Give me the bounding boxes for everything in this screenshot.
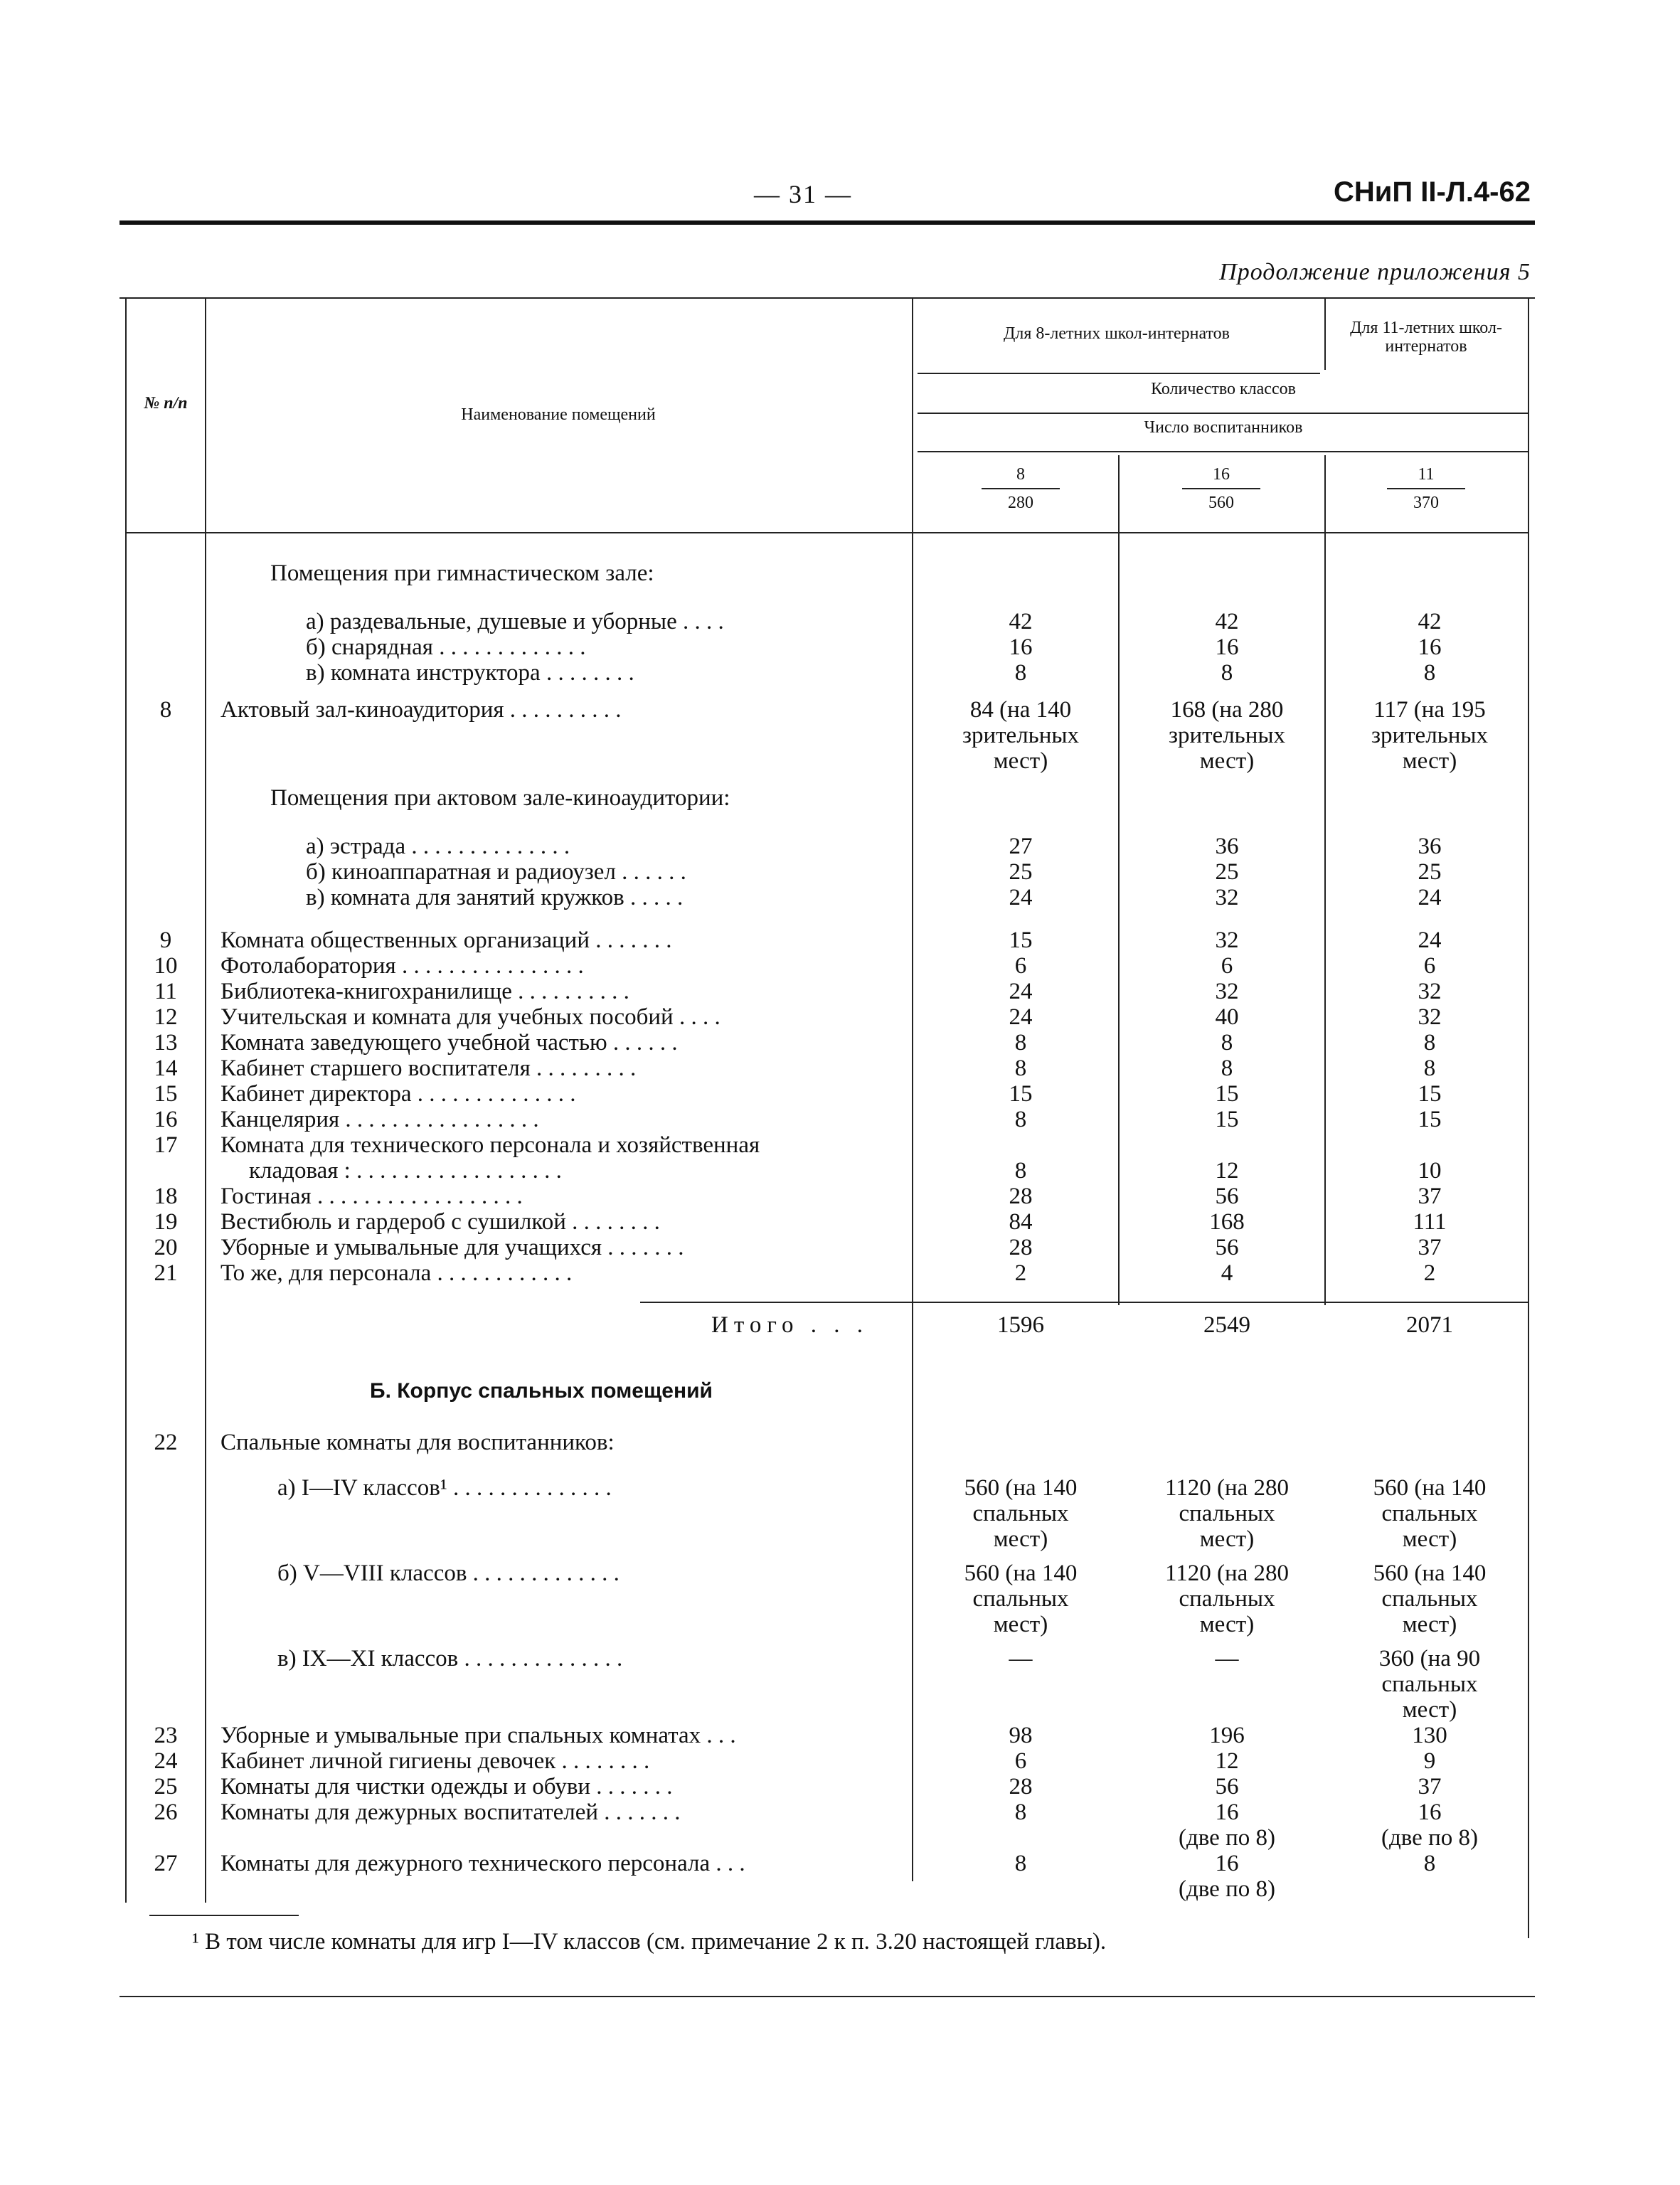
value-11-370: 16 <box>1418 634 1442 660</box>
row-name: Фотолаборатория . . . . . . . . . . . . . . . . <box>220 953 584 979</box>
value-16-560: 36 <box>1215 834 1239 859</box>
value-8-280: 84 <box>1009 1209 1033 1235</box>
row-number: 19 <box>154 1209 178 1235</box>
row-number: 8 <box>159 697 172 723</box>
row-name: Комната для технического персонала и хозяйственная <box>220 1132 760 1158</box>
value-8-280: — <box>1009 1646 1033 1671</box>
continuation-label: Продолжение приложения 5 <box>1219 259 1531 285</box>
row-name: Учительская и комната для учебных пособий . . . . <box>220 1004 721 1030</box>
num-column-border <box>205 299 206 1903</box>
row-name: Помещения при гимнастическом зале: <box>270 560 654 586</box>
value-11-370: 111 <box>1413 1209 1447 1235</box>
col-fraction-3 <box>1387 464 1465 514</box>
value-8-280: 15 <box>1009 927 1033 953</box>
row-name: Комнаты для дежурных воспитателей . . . . . . . <box>220 1799 681 1825</box>
row-number: 11 <box>154 979 177 1004</box>
row-number: 12 <box>154 1004 178 1030</box>
row-number: 24 <box>154 1748 178 1774</box>
value-16-560: 56 <box>1215 1235 1239 1260</box>
value-8-280: 8 <box>1014 1158 1027 1184</box>
page-number: — 31 — <box>754 180 852 208</box>
value-11-370: 117 (на 195 <box>1373 697 1486 723</box>
row-name: Кабинет личной гигиены девочек . . . . . . . . <box>220 1748 650 1774</box>
value-8-280: зрительных <box>962 723 1080 748</box>
row-name: Комнаты для чистки одежды и обуви . . . . . . . <box>220 1774 673 1799</box>
value-16-560: 16 <box>1215 634 1239 660</box>
value-8-280: 16 <box>1009 634 1033 660</box>
value-8-280: 8 <box>1014 660 1027 686</box>
row-name: Гостиная . . . . . . . . . . . . . . . . . . <box>220 1184 523 1209</box>
value-11-370: 42 <box>1418 609 1442 634</box>
value-16-560: — <box>1215 1646 1239 1671</box>
value-8-280: 25 <box>1009 859 1033 885</box>
table-top-rule <box>119 297 1535 299</box>
value-16-560: 32 <box>1215 927 1239 953</box>
value-11-370: 130 <box>1412 1723 1447 1748</box>
value-8-280: 8 <box>1014 1030 1027 1056</box>
row-number: 26 <box>154 1799 178 1825</box>
row-name: а) раздевальные, душевые и уборные . . . . <box>306 609 724 634</box>
value-11-370: 25 <box>1418 859 1442 885</box>
value-16-560: 56 <box>1215 1184 1239 1209</box>
row-name: Уборные и умывальные для учащихся . . . . . . . <box>220 1235 684 1260</box>
value-8-280: 8 <box>1014 1056 1027 1081</box>
value-11-370: спальных <box>1381 1501 1478 1526</box>
footnote-rule <box>149 1915 299 1916</box>
fraction-pupils: 370 <box>1413 494 1439 512</box>
value-16-560: 56 <box>1215 1774 1239 1799</box>
value-11-370: 37 <box>1418 1774 1442 1799</box>
value-16-560: 168 <box>1209 1209 1245 1235</box>
row-name: Спальные комнаты для воспитанников: <box>220 1430 615 1455</box>
row-name: То же, для персонала . . . . . . . . . . . . <box>220 1260 573 1286</box>
value-16-560: 12 <box>1215 1158 1239 1184</box>
value-11-370: мест) <box>1402 1697 1457 1723</box>
value-8-280: 560 (на 140 <box>964 1475 1078 1501</box>
value-11-370: 8 <box>1423 1851 1436 1876</box>
row-number: 17 <box>154 1132 178 1158</box>
fraction-classes: 11 <box>1418 465 1435 484</box>
value-16-560: 8 <box>1221 1030 1233 1056</box>
value-8-280: 6 <box>1014 1748 1027 1774</box>
value-11-370: 24 <box>1418 885 1442 910</box>
col-fraction-1 <box>982 464 1060 514</box>
row-number: 14 <box>154 1056 178 1081</box>
value-16-560: мест) <box>1199 1612 1255 1637</box>
value-8-280: 24 <box>1009 1004 1033 1030</box>
total-11-370: 2071 <box>1406 1312 1453 1338</box>
value-11-370: 8 <box>1423 660 1436 686</box>
value-11-370: спальных <box>1381 1586 1478 1612</box>
value-16-560: 25 <box>1215 859 1239 885</box>
row-name: б) киноаппаратная и радиоузел . . . . . . <box>306 859 686 885</box>
value-16-560: 32 <box>1215 979 1239 1004</box>
value-16-560: 8 <box>1221 1056 1233 1081</box>
row-number: 20 <box>154 1235 178 1260</box>
value-16-560: (две по 8) <box>1179 1876 1275 1902</box>
value-11-370: 37 <box>1418 1235 1442 1260</box>
fraction-bar <box>1182 488 1260 489</box>
row-number: 23 <box>154 1723 178 1748</box>
value-11-370: 32 <box>1418 979 1442 1004</box>
group8-rule <box>918 373 1320 374</box>
value-11-370: мест) <box>1402 748 1457 774</box>
row-number: 10 <box>154 953 178 979</box>
value-16-560: 16 <box>1215 1851 1239 1876</box>
fraction-bar <box>1387 488 1465 489</box>
col-header-pupils-count: Число воспитанников <box>1144 418 1303 437</box>
row-name: а) I—IV классов¹ . . . . . . . . . . . . . . <box>277 1475 612 1501</box>
fraction-classes: 8 <box>1016 465 1025 484</box>
row-number: 16 <box>154 1107 178 1132</box>
value-16-560: 168 (на 280 <box>1170 697 1284 723</box>
value-11-370: 360 (на 90 <box>1378 1646 1481 1671</box>
row-name: Помещения при актовом зале-киноаудитории: <box>270 785 730 811</box>
value-8-280: 24 <box>1009 979 1033 1004</box>
page-bottom-rule <box>119 1996 1535 1997</box>
row-name: Актовый зал-киноаудитория . . . . . . . . . . <box>220 697 622 723</box>
value-16-560: 40 <box>1215 1004 1239 1030</box>
value-16-560: 1120 (на 280 <box>1164 1561 1290 1586</box>
row-name: Комната заведующего учебной частью . . . . . . <box>220 1030 678 1056</box>
value-16-560: 8 <box>1221 660 1233 686</box>
row-number: 15 <box>154 1081 178 1107</box>
value-16-560: спальных <box>1179 1586 1275 1612</box>
row-number: 13 <box>154 1030 178 1056</box>
value-11-370: зрительных <box>1371 723 1489 748</box>
kol-rule <box>918 413 1529 414</box>
value-8-280: 8 <box>1014 1107 1027 1132</box>
value-8-280: мест) <box>993 1612 1048 1637</box>
value-11-370: 16 <box>1418 1799 1442 1825</box>
value-11-370: 2 <box>1423 1260 1436 1286</box>
row-name: Комната общественных организаций . . . . . . . <box>220 927 672 953</box>
value-16-560: 196 <box>1209 1723 1245 1748</box>
value-11-370: мест) <box>1402 1526 1457 1552</box>
value-8-280: 8 <box>1014 1851 1027 1876</box>
row-name: Вестибюль и гардероб с сушилкой . . . . . . . . <box>220 1209 660 1235</box>
value-16-560: 1120 (на 280 <box>1164 1475 1290 1501</box>
value-16-560: мест) <box>1199 1526 1255 1552</box>
row-name: а) эстрада . . . . . . . . . . . . . . <box>306 834 570 859</box>
row-number: 22 <box>154 1430 178 1455</box>
value-8-280: 42 <box>1009 609 1033 634</box>
fraction-pupils: 280 <box>1008 494 1033 512</box>
value-11-370: 560 (на 140 <box>1373 1475 1487 1501</box>
value-16-560: 4 <box>1221 1260 1233 1286</box>
value-8-280: 8 <box>1014 1799 1027 1825</box>
document-code: СНиП II-Л.4-62 <box>1333 176 1531 208</box>
value-8-280: 27 <box>1009 834 1033 859</box>
value-16-560: (две по 8) <box>1179 1825 1275 1851</box>
total-8-280: 1596 <box>997 1312 1044 1338</box>
row-name: б) снарядная . . . . . . . . . . . . . <box>306 634 586 660</box>
value-16-560: 16 <box>1215 1799 1239 1825</box>
total-label: Итого . . . <box>711 1312 869 1338</box>
value-11-370: 36 <box>1418 834 1442 859</box>
col-header-classes-count: Количество классов <box>1151 380 1296 398</box>
value-8-280: 84 (на 140 <box>969 697 1072 723</box>
row-name: Уборные и умывальные при спальных комнатах . . . <box>220 1723 736 1748</box>
row-name: Кабинет директора . . . . . . . . . . . . . . <box>220 1081 576 1107</box>
value-11-370: 10 <box>1418 1158 1442 1184</box>
col-fraction-2 <box>1182 464 1260 514</box>
section-b-heading: Б. Корпус спальных помещений <box>370 1379 713 1403</box>
fraction-classes: 16 <box>1213 465 1230 484</box>
value-11-370: 9 <box>1423 1748 1436 1774</box>
row-name: в) комната для занятий кружков . . . . . <box>306 885 684 910</box>
value-8-280: 28 <box>1009 1235 1033 1260</box>
value-8-280: мест) <box>993 748 1048 774</box>
value-11-370: 15 <box>1418 1081 1442 1107</box>
value-8-280: мест) <box>993 1526 1048 1552</box>
total-16-560: 2549 <box>1203 1312 1250 1338</box>
value-11-370: 24 <box>1418 927 1442 953</box>
value-8-280: 15 <box>1009 1081 1033 1107</box>
row-name: Канцелярия . . . . . . . . . . . . . . . . . <box>220 1107 539 1132</box>
row-name: кладовая : . . . . . . . . . . . . . . . . . . <box>249 1158 562 1184</box>
row-name: Библиотека-книгохранилище . . . . . . . . . . <box>220 979 629 1004</box>
footnote: ¹ В том числе комнаты для игр I—IV классов (см. примечание 2 к п. 3.20 настоящей главы). <box>192 1929 1107 1955</box>
row-name: б) V—VIII классов . . . . . . . . . . . . . <box>277 1561 620 1586</box>
value-11-370: 15 <box>1418 1107 1442 1132</box>
value-8-280: 6 <box>1014 953 1027 979</box>
fraction-pupils: 560 <box>1208 494 1234 512</box>
value-8-280: 2 <box>1014 1260 1027 1286</box>
col-header-group8: Для 8-летних школ-интернатов <box>1004 324 1230 343</box>
value-11-370: (две по 8) <box>1381 1825 1478 1851</box>
value-16-560: 42 <box>1215 609 1239 634</box>
value-11-370: 32 <box>1418 1004 1442 1030</box>
value-8-280: спальных <box>972 1501 1069 1526</box>
value-16-560: 6 <box>1221 953 1233 979</box>
name-column-border <box>912 299 913 1881</box>
row-number: 25 <box>154 1774 178 1799</box>
value-16-560: 32 <box>1215 885 1239 910</box>
row-number: 18 <box>154 1184 178 1209</box>
value-8-280: 98 <box>1009 1723 1033 1748</box>
value-11-370: 37 <box>1418 1184 1442 1209</box>
header-bottom-rule <box>125 532 1529 533</box>
row-number: 9 <box>159 927 172 953</box>
value-16-560: 15 <box>1215 1107 1239 1132</box>
value-11-370: спальных <box>1381 1671 1478 1697</box>
row-number: 27 <box>154 1851 178 1876</box>
itogo-rule <box>640 1302 1529 1303</box>
chis-rule <box>918 451 1529 452</box>
value-8-280: 28 <box>1009 1774 1033 1799</box>
fraction-bar <box>982 488 1060 489</box>
value-11-370: 6 <box>1423 953 1436 979</box>
value-16-560: мест) <box>1199 748 1255 774</box>
col-header-name: Наименование помещений <box>461 405 656 424</box>
value-16-560: спальных <box>1179 1501 1275 1526</box>
value-11-370: 8 <box>1423 1056 1436 1081</box>
row-name: Комнаты для дежурного технического персонала . . . <box>220 1851 745 1876</box>
value-11-370: 560 (на 140 <box>1373 1561 1487 1586</box>
row-number: 21 <box>154 1260 178 1286</box>
header-rule <box>119 220 1535 225</box>
col-header-num: № п/п <box>144 394 188 413</box>
value-11-370: мест) <box>1402 1612 1457 1637</box>
value-16-560: 15 <box>1215 1081 1239 1107</box>
row-name: в) IX—XI классов . . . . . . . . . . . . . . <box>277 1646 623 1671</box>
value-16-560: зрительных <box>1168 723 1286 748</box>
value-11-370: 8 <box>1423 1030 1436 1056</box>
col-header-group11: Для 11-летних школ-интернатов <box>1350 319 1502 356</box>
value-8-280: 560 (на 140 <box>964 1561 1078 1586</box>
value-8-280: 24 <box>1009 885 1033 910</box>
value-8-280: 28 <box>1009 1184 1033 1209</box>
value-8-280: спальных <box>972 1586 1069 1612</box>
value-16-560: 12 <box>1215 1748 1239 1774</box>
row-name: Кабинет старшего воспитателя . . . . . . . . . <box>220 1056 637 1081</box>
row-name: в) комната инструктора . . . . . . . . <box>306 660 634 686</box>
